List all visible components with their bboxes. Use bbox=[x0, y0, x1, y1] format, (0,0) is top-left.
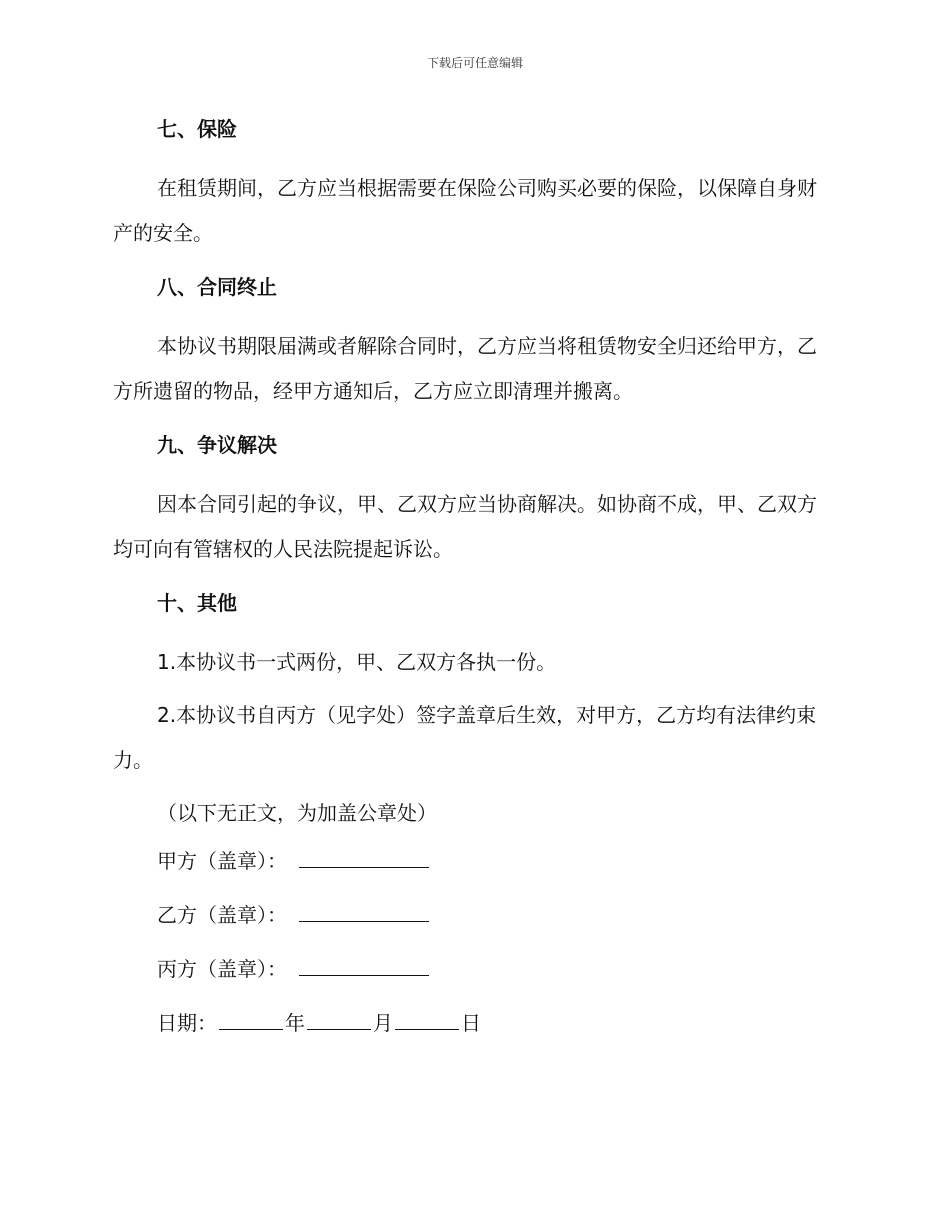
section-paragraph: 在租赁期间，乙方应当根据需要在保险公司购买必要的保险，以保障自身财产的安全。 bbox=[113, 176, 817, 245]
signature-line bbox=[299, 899, 429, 922]
no-text-below-note: （以下无正文，为加盖公章处） bbox=[157, 801, 437, 825]
section-paragraph: 2.本协议书自丙方（见字处）签字盖章后生效，对甲方，乙方均有法律约束力。 bbox=[113, 703, 817, 772]
section-paragraph: 本协议书期限届满或者解除合同时，乙方应当将租赁物安全归还给甲方，乙方所遗留的物品，经甲方通知后，乙方应立即清理并搬离。 bbox=[113, 334, 817, 403]
section-paragraph: 1.本协议书一式两份，甲、乙双方各执一份。 bbox=[157, 650, 557, 674]
section-heading-other: 十、其他 bbox=[157, 591, 237, 615]
section-heading-termination: 八、合同终止 bbox=[157, 275, 277, 299]
signature-line bbox=[299, 845, 429, 868]
section-paragraph: 因本合同引起的争议，甲、乙双方应当协商解决。如协商不成，甲、乙双方均可向有管辖权的人民法院提起诉讼。 bbox=[113, 492, 817, 561]
signature-date bbox=[157, 1006, 833, 1040]
date-month-label: 月 bbox=[373, 1011, 393, 1035]
date-day-label: 日 bbox=[461, 1011, 481, 1035]
date-year-line bbox=[219, 1007, 283, 1030]
section-heading-dispute: 九、争议解决 bbox=[157, 433, 277, 457]
signature-party-c bbox=[157, 952, 833, 986]
signature-party-a bbox=[157, 844, 833, 878]
signature-label: 甲方（盖章）： bbox=[157, 849, 287, 873]
signature-label: 乙方（盖章）： bbox=[157, 903, 287, 927]
signature-label: 丙方（盖章）： bbox=[157, 957, 287, 981]
date-month-line bbox=[307, 1007, 371, 1030]
section-heading-insurance: 七、保险 bbox=[157, 117, 237, 141]
date-day-line bbox=[395, 1007, 459, 1030]
date-year-label: 年 bbox=[285, 1011, 305, 1035]
signature-party-b bbox=[157, 898, 833, 932]
page-header-note: 下载后可任意编辑 bbox=[426, 56, 523, 70]
signature-line bbox=[299, 953, 429, 976]
date-label: 日期： bbox=[157, 1011, 217, 1035]
document-body bbox=[113, 112, 833, 1060]
